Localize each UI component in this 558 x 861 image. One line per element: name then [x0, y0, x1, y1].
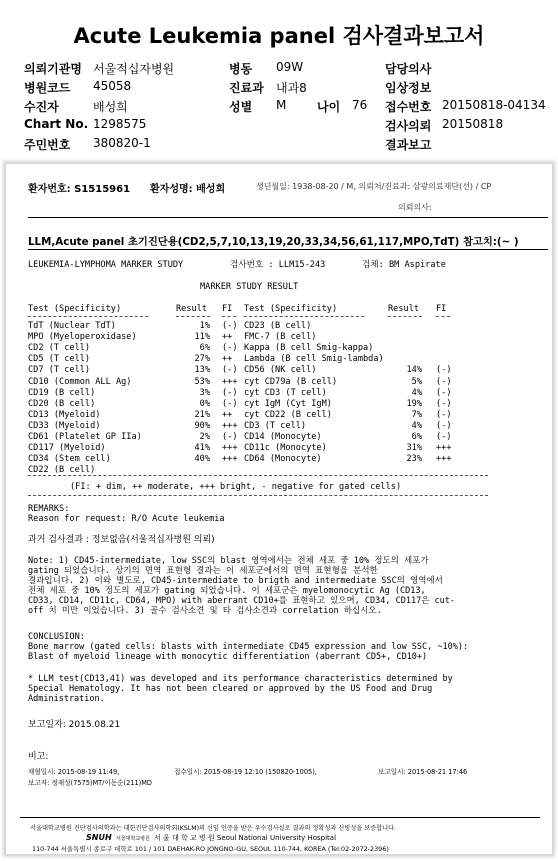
reporter: 보고자: 정재성(7575)MT/이동순(211)MD: [28, 779, 153, 787]
col-fi: FI: [222, 304, 233, 314]
ward-value: 09W: [276, 60, 304, 74]
column-rule: [28, 316, 148, 317]
institution-label: 의뢰기관명: [24, 62, 82, 76]
marker-test: CD5 (T cell): [28, 354, 91, 365]
certification-line: 서울대학교병원 진단검사의학과는 대한진단검사의학회(KSLM)의 신임 인증을 받은 우수검사실로 결과의 정확성과 신빙성을 보증합니다.: [30, 825, 396, 832]
disclaimer-line: Administration.: [28, 694, 105, 704]
marker-fi: (-): [436, 387, 452, 398]
snuh-logo-small: 서울대학교병원: [116, 836, 150, 842]
patient-label: 수진자: [24, 100, 59, 114]
patient-no: 환자번호: S1515961: [28, 184, 131, 195]
marker-fi: (-): [222, 398, 238, 409]
note-line: 전체 세포 중 10% 정도의 세포가 gating 되었습니다. 이 세포군은 myelomonocytic Ag (CD13,: [28, 586, 426, 596]
marker-test: Lambda (B cell Smig-lambda): [244, 354, 384, 365]
dept-label: 진료과: [229, 81, 264, 95]
divider: [28, 249, 548, 250]
hospital-name: 서 울 대 학 교 병 원 Seoul National University Hospital: [154, 834, 337, 842]
marker-fi: (-): [222, 343, 238, 354]
marker-result: 19%: [406, 398, 422, 409]
hospcode-label: 병원코드: [24, 81, 71, 95]
exam-number: 검사번호 : LLM15-243: [230, 260, 326, 270]
reason-for-request: Reason for request: R/O Acute leukemia: [28, 514, 225, 524]
hospital-address: 110-744 서울특별시 종로구 대학로 101 / 101 DAEHAK-RO JONGNO-GU, SEOUL 110-744, KOREA (Tel:02-2072-2396): [32, 845, 389, 853]
marker-fi: (-): [222, 321, 238, 331]
disclaimer-line: * LLM test(CD13,41) was developed and its performance characteristics determined by: [28, 674, 453, 684]
col-result-2: Result: [388, 304, 420, 314]
referrer: 의뢰의사:: [398, 203, 432, 212]
rrn-label: 주민번호: [24, 138, 71, 152]
note-line: gating 되었습니다. 상기의 면역 표현형 결과는 이 세포군에서의 면역 표현형을 분석한: [28, 566, 378, 576]
ward-label: 병동: [229, 62, 253, 76]
note-line: Note: 1) CD45-intermediate, low SSC의 blast 영역에서는 전체 세포 중 10% 정도의 세포가: [28, 556, 429, 566]
patient-name: 환자성명: 배성희: [150, 184, 226, 195]
column-rule: [388, 316, 422, 317]
marker-test: cyt IgM (Cyt IgM): [244, 398, 332, 409]
marker-fi: (-): [436, 432, 452, 442]
marker-test: CD3 (T cell): [244, 420, 307, 431]
birth-line: 생년월일: 1938-08-20 / M, 의뢰처/진료과: 삼광의료재단(선) / CP: [256, 182, 492, 191]
marker-result: 21%: [194, 409, 210, 420]
main-title: LLM,Acute panel 초기진단용(CD2,5,7,10,13,19,20,33,34,56,61,117,MPO,TdT) 참고치:(~ ): [28, 236, 519, 248]
marker-test: cyt CD79a (B cell): [244, 376, 338, 387]
marker-result: 31%: [406, 443, 422, 454]
table-end-rule: [28, 475, 488, 476]
institution-value: 서울적십자병원: [93, 62, 175, 76]
dept-value: 내과8: [276, 81, 307, 95]
marker-result: 14%: [406, 365, 422, 376]
marker-fi: (-): [222, 387, 238, 398]
marker-fi: (-): [436, 376, 452, 387]
clinical-label: 임상정보: [385, 81, 432, 95]
marker-fi: ++: [222, 409, 233, 420]
conclusion-line: Blast of myeloid lineage with monocytic differentiation (aberrant CD5+, CD10+): [28, 652, 428, 662]
result-title: MARKER STUDY RESULT: [200, 282, 299, 292]
col-test-2: Test (Specificity): [244, 304, 338, 314]
doctor-label: 담당의사: [385, 62, 432, 76]
request-value: 20150818: [442, 117, 504, 131]
marker-result: 3%: [199, 387, 210, 398]
marker-test: CD22 (B cell): [28, 465, 96, 476]
marker-test: CD20 (B cell): [28, 398, 96, 409]
chart-value: 1298575: [93, 117, 147, 131]
marker-result: 90%: [194, 420, 210, 431]
marker-test: CD64 (Monocyte): [244, 454, 322, 465]
disclaimer-line: Special Hematology. It has not been cleared or approved by the US Food and Drug: [28, 684, 433, 694]
marker-result: 5%: [411, 376, 422, 387]
marker-fi: (-): [436, 365, 452, 376]
marker-test: CD33 (Myeloid): [28, 420, 101, 431]
marker-test: CD23 (B cell): [244, 321, 312, 331]
received-time: 접수일시: 2015-08-19 12:10 (150820-1005),: [174, 768, 317, 776]
marker-fi: +++: [222, 376, 238, 387]
chart-label: Chart No.: [24, 117, 89, 131]
marker-test: CD14 (Monocyte): [244, 432, 322, 442]
column-rule: [176, 316, 210, 317]
sex-label: 성별: [229, 100, 253, 114]
past-result: 과거 검사결과 : 정보없음(서울적십자병원 의뢰): [28, 535, 215, 545]
marker-test: CD61 (Platelet GP IIa): [28, 432, 142, 442]
report-date: 보고일자: 2015.08.21: [28, 720, 121, 730]
marker-test: cyt CD22 (B cell): [244, 409, 332, 420]
marker-result: 1%: [199, 321, 210, 331]
column-rule: [436, 316, 450, 317]
marker-test: CD56 (NK cell): [244, 365, 317, 376]
scanned-report: [6, 164, 552, 854]
study-name: LEUKEMIA-LYMPHOMA MARKER STUDY: [28, 260, 184, 270]
specimen: 검체: BM Aspirate: [362, 260, 446, 270]
marker-result: 11%: [194, 332, 210, 343]
marker-result: 4%: [411, 420, 422, 431]
sex-value: M: [276, 98, 287, 112]
table-end-rule: [28, 495, 488, 496]
marker-fi: (-): [222, 365, 238, 376]
marker-fi: (-): [222, 432, 238, 442]
marker-fi: +++: [436, 454, 452, 465]
column-rule: [244, 316, 364, 317]
marker-fi: +++: [222, 420, 238, 431]
marker-test: CD13 (Myeloid): [28, 409, 101, 420]
marker-test: FMC-7 (B cell): [244, 332, 317, 343]
marker-result: 40%: [194, 454, 210, 465]
report-label: 결과보고: [385, 138, 432, 152]
marker-result: 7%: [411, 409, 422, 420]
marker-result: 41%: [194, 443, 210, 454]
conclusion-line: Bone marrow (gated cells: blasts with intermediate CD45 expression and low SSC, ~10%):: [28, 642, 469, 652]
remark-label: 비고:: [28, 752, 49, 762]
age-value: 76: [352, 98, 368, 112]
col-test: Test (Specificity): [28, 304, 122, 314]
marker-test: CD10 (Common ALL Ag): [28, 376, 132, 387]
marker-test: TdT (Nuclear TdT): [28, 321, 116, 331]
remarks-label: REMARKS:: [28, 504, 70, 514]
rrn-value: 380820-1: [93, 136, 151, 150]
marker-test: CD2 (T cell): [28, 343, 91, 354]
collected-time: 채혈일시: 2015-08-19 11:49,: [28, 768, 120, 776]
patient-value: 배성희: [93, 100, 128, 114]
footer-divider: [20, 817, 540, 818]
col-result: Result: [176, 304, 208, 314]
marker-fi: (-): [436, 420, 452, 431]
divider: [28, 217, 548, 218]
col-fi-2: FI: [436, 304, 447, 314]
marker-result: 6%: [411, 432, 422, 442]
marker-test: CD19 (B cell): [28, 387, 96, 398]
report-title: Acute Leukemia panel 검사결과보고서: [73, 24, 485, 48]
marker-fi: +++: [436, 443, 452, 454]
marker-result: 23%: [406, 454, 422, 465]
age-label: 나이: [317, 100, 341, 114]
receipt-label: 접수번호: [385, 100, 432, 114]
marker-test: cyt CD3 (T cell): [244, 387, 327, 398]
request-label: 검사의뢰: [385, 119, 432, 133]
marker-test: CD7 (T cell): [28, 365, 91, 376]
marker-result: 2%: [199, 432, 210, 442]
marker-test: CD34 (Stem cell): [28, 454, 111, 465]
marker-result: 6%: [199, 343, 210, 354]
marker-test: CD117 (Myeloid): [28, 443, 106, 454]
marker-fi: +++: [222, 443, 238, 454]
conclusion-label: CONCLUSION:: [28, 632, 85, 642]
note-line: CD33, CD14, CD11c, CD64, MPO) with aberrant CD10+를 표현하고 있으며, CD34, CD117은 cut-: [28, 596, 456, 606]
fi-legend: (FI: + dim, ++ moderate, +++ bright, - negative for gated cells): [70, 482, 402, 492]
marker-test: MPO (Myeloperoxidase): [28, 332, 137, 343]
receipt-value: 20150818-04134: [442, 98, 546, 112]
marker-fi: (-): [436, 409, 452, 420]
marker-fi: (-): [436, 398, 452, 409]
column-rule: [222, 316, 236, 317]
marker-fi: +++: [222, 454, 238, 465]
marker-result: 27%: [194, 354, 210, 365]
note-line: off 치 미만 이었습니다. 3) 골수 검사소견 및 타 검사소견과 correlation 하십시오.: [28, 606, 382, 616]
reported-time: 보고일시: 2015-08-21 17:46: [378, 768, 468, 776]
marker-test: CD11c (Monocyte): [244, 443, 327, 454]
marker-result: 53%: [194, 376, 210, 387]
note-line: 결과입니다. 2) 이와 별도로, CD45-intermediate to brigth and intermediate SSC의 영역에서: [28, 576, 443, 586]
marker-result: 0%: [199, 398, 210, 409]
hospcode-value: 45058: [93, 79, 132, 93]
marker-fi: ++: [222, 332, 233, 343]
marker-test: Kappa (B cell Smig-kappa): [244, 343, 374, 354]
snuh-logo: SNUH: [86, 833, 112, 842]
marker-fi: ++: [222, 354, 233, 365]
marker-result: 4%: [411, 387, 422, 398]
marker-result: 13%: [194, 365, 210, 376]
